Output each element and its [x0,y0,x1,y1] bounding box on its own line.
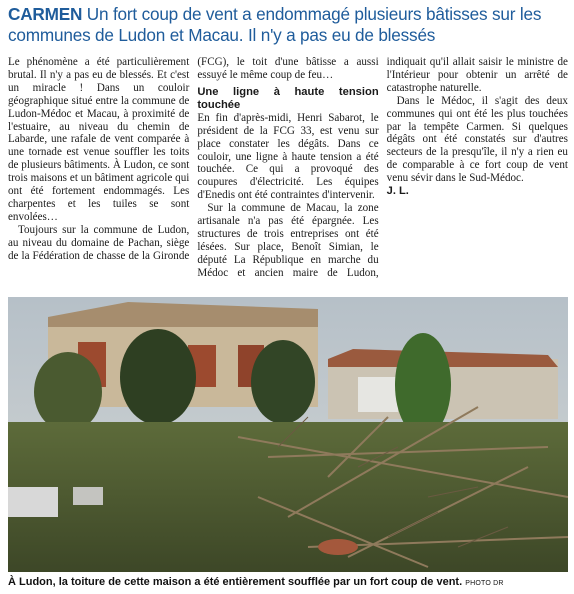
news-photo [8,297,568,572]
headline-kicker: CARMEN [8,4,83,24]
photo-caption [8,575,568,591]
caption-text: À Ludon, la toiture de cette maison a été entièrement soufflée par un fort coup de vent. [8,576,463,588]
article-subhead: Une ligne à haute tension touchée [197,85,379,111]
headline [8,4,568,46]
article-body [8,56,568,288]
article-paragraph-5: Dans le Médoc, il s'agit des deux communes qui ont été les plus touchées par la tempête Carmen. Si quelques dégâts ont été constatés sur d'autres secteurs de la presqu'île, il n'y a rien eu de comparable à ce fort coup de vent venu sévir dans le Sud-Médoc. [386,94,568,185]
headline-text: Un fort coup de vent a endommagé plusieurs bâtisses sur les communes de Ludon et Macau. Il n'y a pas eu de blessés [8,4,542,45]
article-paragraph-2: Toujours sur la commune de Ludon, au niveau du domaine de Pachan, siège de la Fédération de chasse de la Gironde (FCG), le toit d'une bâtisse a aussi essuyé le même coup de feu… [8,56,379,262]
article-signature: J. L. [386,185,409,198]
storm-damage-illustration [8,297,568,572]
article-paragraph-3: En fin d'après-midi, Henri Sabarot, le président de la FCG 33, est venu sur place constater les dégâts. Dans ce couloir, une ligne à haute tension a été touchée. Ce qui a provoqué des coupures d'électricité. Les équipes d'Enedis ont été contraintes d'intervenir. [197,111,379,202]
article-paragraph-1: Le phénomène a été particulièrement brutal. Il n'y a pas eu de blessés. Et c'est un miracle ! Dans un couloir géographique situé entre la commune de Ludon-Médoc et Macau, à proximité de l'estuaire, au niveau du chemin de Labarde, une rafale de vent comparée à une tornade est venue souffler les toits de plusieurs bâtiments. À Ludon, ce sont trois maisons et un bâtiment agricole qui ont été fortement endommagés. Les charpentes et les tuiles se sont envolées… [8,56,190,223]
article-paragraph-4: Sur la commune de Macau, la zone artisanale n'a pas été épargnée. Les structures de trois entreprises ont été lésées. Sur place, Benoît Simian, le député La République en marche du Médoc et ancien maire de Ludon, indiquait qu'il allait saisir le ministre de l'Intérieur pour obtenir un arrêté de catastrophe naturelle. [197,56,568,279]
photo-credit: PHOTO DR [465,580,504,587]
